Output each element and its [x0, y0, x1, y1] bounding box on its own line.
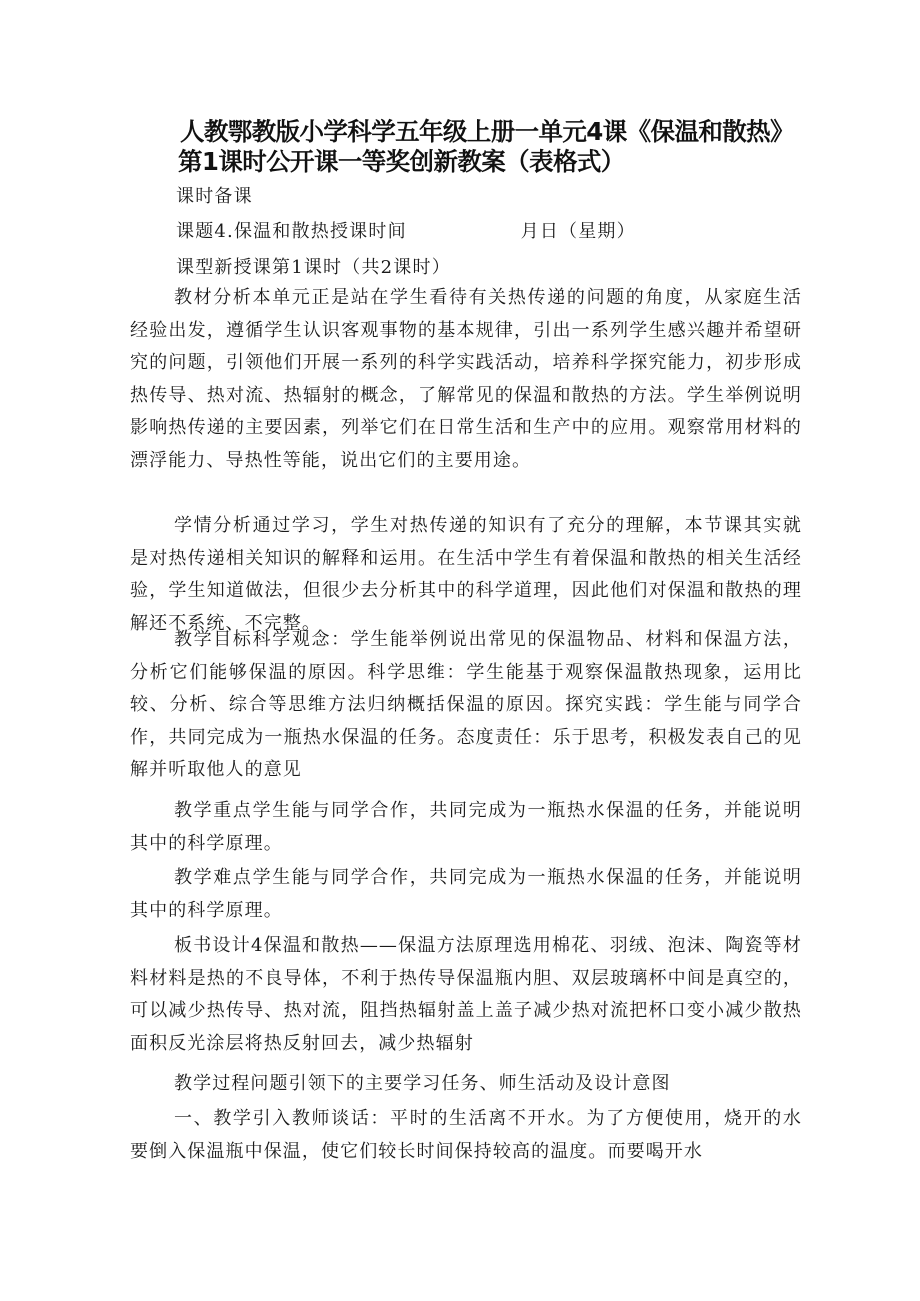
paragraph-teaching-goals: 教学目标科学观念：学生能举例说出常见的保温物品、材料和保温方法，分析它们能够保温的原因。科学思维：学生能基于观察保温散热现象，运用比较、分析、综合等思维方法归纳概括保温的原因。探究实践：学生能与同学合作，共同完成为一瓶热水保温的任务。态度责任：乐于思考，积极发表自己的见解并听取他人的意见 [130, 629, 802, 781]
paragraph-board-design: 板书设计4保温和散热——保温方法原理选用棉花、羽绒、泡沫、陶瓷等材料材料是热的不良导体，不利于热传导保温瓶内胆、双层玻璃杯中间是真空的，可以减少热传导、热对流，阻挡热辐射盖上盖子减少热对流把杯口变小减少散热面积反光涂层将热反射回去，减少热辐射 [130, 935, 802, 1054]
paragraph-textbook-analysis: 教材分析本单元正是站在学生看待有关热传递的问题的角度，从家庭生活经验出发，遵循学生认识客观事物的基本规律，引出一系列学生感兴趣并希望研究的问题，引领他们开展一系列的科学实践活动，培养科学探究能力，初步形成热传导、热对流、热辐射的概念，了解常见的保温和散热的方法。学生举例说明影响热传递的主要因素，列举它们在日常生活和生产中的应用。观察常用材料的漂浮能力、导热性等能，说出它们的主要用途。 [130, 287, 802, 471]
lesson-type: 课型新授课第1课时（共2课时） [176, 257, 451, 278]
lesson-prep-label: 课时备课 [176, 186, 253, 207]
title-line-2: 第1课时公开课一等奖创新教案（表格式） [178, 147, 625, 176]
title-line-1: 人教鄂教版小学科学五年级上册一单元4课《保温和散热》 [180, 117, 794, 146]
lesson-date: 月日（星期） [520, 221, 636, 242]
paragraph-difficulties: 教学难点学生能与同学合作，共同完成为一瓶热水保温的任务，并能说明其中的科学原理。 [130, 867, 802, 921]
paragraph-learner-analysis: 学情分析通过学习，学生对热传递的知识有了充分的理解，本节课其实就是对热传递相关知识的解释和运用。在生活中学生有着保温和散热的相关生活经验，学生知道做法，但很少去分析其中的科学道理，因此他们对保温和散热的理解还不系统、不完整。 [130, 515, 802, 634]
paragraph-teaching-process: 教学过程问题引领下的主要学习任务、师生活动及设计意图 [174, 1073, 671, 1094]
paragraph-key-points: 教学重点学生能与同学合作，共同完成为一瓶热水保温的任务，并能说明其中的科学原理。 [130, 800, 802, 854]
document-title [180, 117, 870, 177]
paragraph-introduction: 一、教学引入教师谈话：平时的生活离不开水。为了方便使用，烧开的水要倒入保温瓶中保温，使它们较长时间保持较高的温度。而要喝开水 [130, 1108, 802, 1162]
lesson-topic-row [176, 220, 856, 244]
lesson-topic: 课题4.保温和散热授课时间 [176, 221, 407, 242]
